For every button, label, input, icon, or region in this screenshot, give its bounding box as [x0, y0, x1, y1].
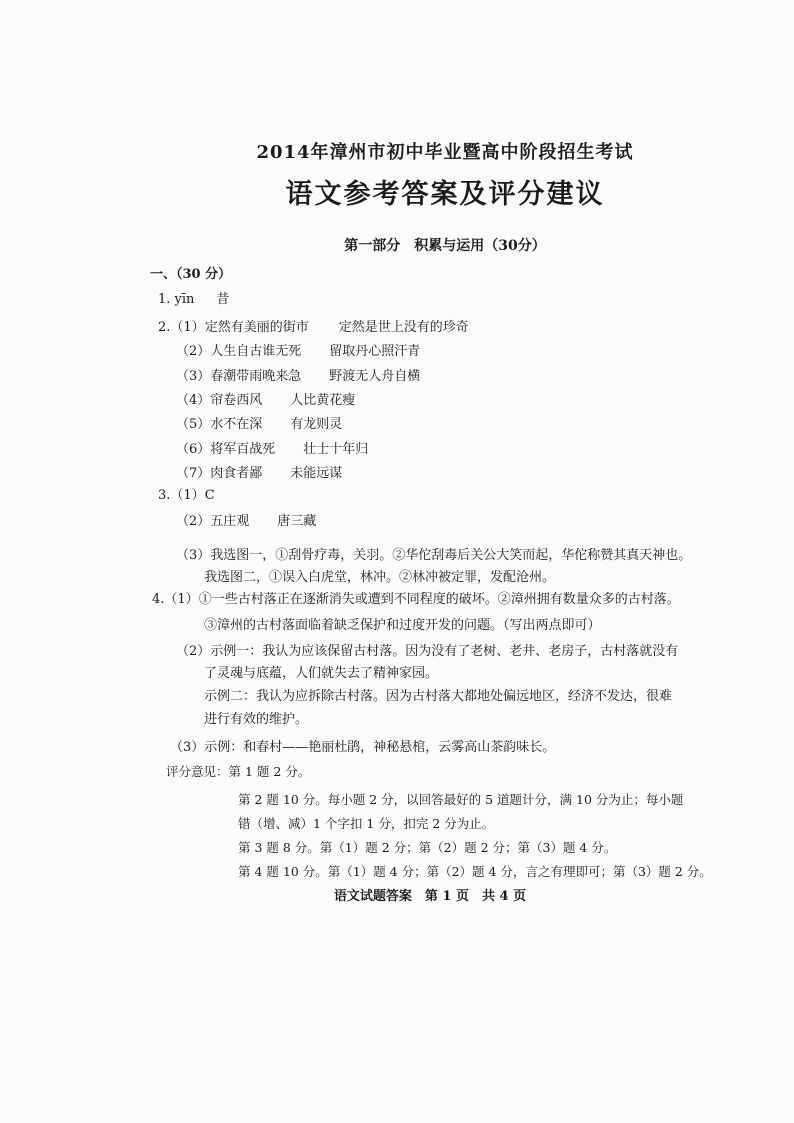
q2-item: （5）水不在深 有龙则灵: [176, 417, 343, 432]
scoring-line: 错（增、减）1 个字扣 1 分，扣完 2 分为止。: [238, 816, 495, 831]
q2-item: （4）帘卷西风 人比黄花瘦: [176, 393, 356, 408]
q4-part1: 4.（1）①一些古村落正在逐渐消失或遭到不同程度的破坏。②漳州拥有数量众多的古村落。: [152, 592, 680, 607]
q2-item: （7）肉食者鄙 未能远谋: [176, 466, 343, 481]
scoring-line: 第 3 题 8 分。第（1）题 2 分；第（2）题 2 分；第（3）题 4 分。: [238, 840, 617, 855]
exam-title: 2014年漳州市初中毕业暨高中阶段招生考试: [256, 142, 634, 163]
q1-answer: 1. yīn 昔: [158, 292, 230, 307]
scoring-line: 第 2 题 10 分。每小题 2 分，以回答最好的 5 道题计分，满 10 分为止；每小题: [238, 792, 684, 807]
part-heading: 一、（30 分）: [150, 267, 232, 282]
scoring-line: 第 4 题 10 分。第（1）题 4 分；第（2）题 4 分，言之有理即可；第（3）题 2 分。: [238, 864, 712, 879]
q3-part1: 3.（1）C: [158, 488, 215, 503]
q2-item: （6）将军百战死 壮士十年归: [176, 442, 369, 457]
q3-part3: （3）我选图一，①刮骨疗毒，关羽。②华佗刮毒后关公大笑而起，华佗称赞其真天神也。: [176, 548, 692, 563]
q3-part3-cont: 我选图二，①误入白虎堂，林冲。②林冲被定罪，发配沧州。: [204, 570, 556, 585]
q4-part2: （2）示例一：我认为应该保留古村落。因为没有了老树、老井、老房子，古村落就没有: [176, 644, 679, 659]
q2-item: 2.（1）定然有美丽的街市 定然是世上没有的珍奇: [158, 320, 469, 335]
q4-part2-cont: 了灵魂与底蕴，人们就失去了精神家园。: [204, 666, 439, 681]
q2-item: （2）人生自古谁无死 留取丹心照汗青: [176, 344, 421, 359]
q2-item: （3）春潮带雨晚来急 野渡无人舟自横: [176, 369, 421, 384]
document-title: 语文参考答案及评分建议: [285, 179, 605, 210]
q4-part3: （3）示例：和春村——艳丽杜鹃，神秘悬棺，云雾高山茶韵味长。: [170, 740, 556, 755]
q3-part2: （2）五庄观 唐三藏: [176, 514, 317, 529]
scoring-line: 评分意见：第 1 题 2 分。: [166, 764, 311, 779]
q4-part2-cont: 进行有效的维护。: [204, 712, 309, 727]
q4-part1-cont: ③漳州的古村落面临着缺乏保护和过度开发的问题。（写出两点即可）: [204, 618, 601, 633]
q4-part2-example2: 示例二：我认为应拆除古村落。因为古村落大都地处偏远地区，经济不发达，很难: [204, 689, 673, 704]
page-footer: 语文试题答案 第 1 页 共 4 页: [333, 889, 527, 904]
section-heading: 第一部分 积累与运用（30分）: [344, 238, 546, 254]
